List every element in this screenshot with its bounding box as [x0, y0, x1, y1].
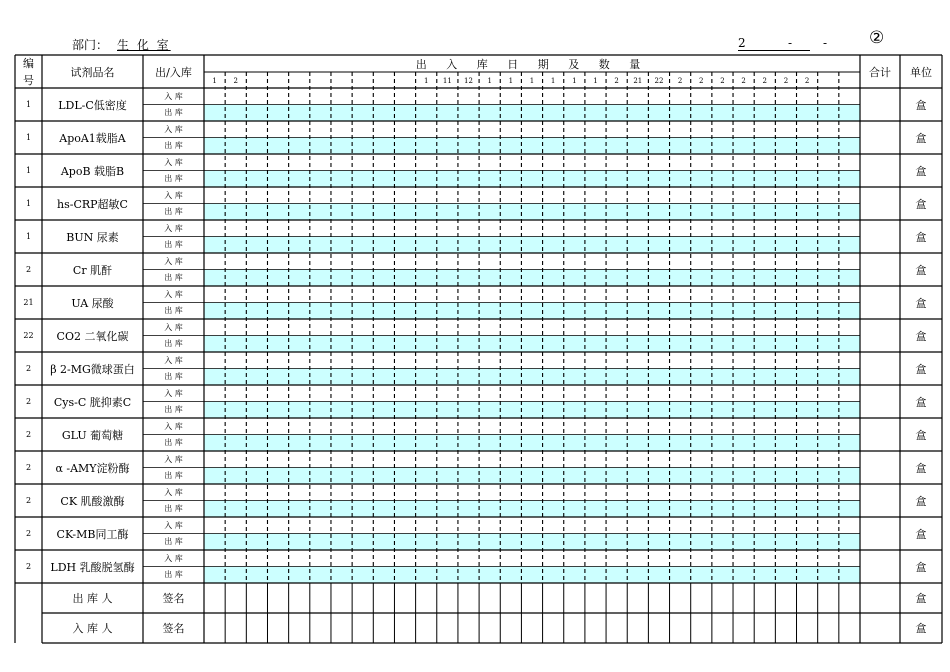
out-row-bg	[204, 534, 860, 551]
footer-sign: 签名	[162, 622, 185, 635]
unit-cell: 盒	[915, 98, 927, 112]
row-number: 1	[25, 100, 32, 109]
out-row-bg	[204, 336, 860, 353]
date-col-number	[289, 73, 310, 88]
date-col-number: 1	[572, 76, 577, 85]
row-number: 2	[25, 397, 32, 406]
unit-cell: 盒	[915, 428, 927, 442]
out-label: 出 库	[164, 438, 183, 448]
date-sep-1: -	[788, 36, 793, 50]
footer-name: 出 库 人	[72, 592, 113, 605]
footer-name: 入 库 人	[72, 622, 113, 635]
out-row-bg	[204, 567, 860, 584]
date-col-number: 11	[442, 76, 452, 85]
date-col-number	[267, 73, 288, 88]
unit-cell: 盒	[915, 263, 927, 277]
reagent-name: Cys-C 胱抑素C	[53, 395, 132, 409]
out-row-bg	[204, 237, 860, 254]
out-row-bg	[204, 171, 860, 188]
out-row-bg	[204, 270, 860, 287]
out-row-bg	[204, 138, 860, 155]
in-label: 入 库	[164, 91, 183, 101]
reagent-name: ApoA1载脂A	[59, 131, 126, 145]
col-total-header: 合计	[869, 65, 891, 79]
date-col-number	[394, 73, 415, 88]
out-label: 出 库	[164, 240, 183, 250]
out-row-bg	[204, 435, 860, 452]
out-label: 出 库	[164, 207, 183, 217]
col-no-header-top: 编	[23, 57, 34, 71]
reagent-name: α -AMY淀粉酶	[55, 461, 130, 475]
in-label: 入 库	[164, 190, 183, 200]
in-label: 入 库	[164, 388, 183, 398]
out-label: 出 库	[164, 108, 183, 118]
date-col-number	[839, 73, 860, 88]
date-col-number: 21	[633, 76, 643, 85]
out-row-bg	[204, 402, 860, 419]
out-label: 出 库	[164, 504, 183, 514]
date-col-number: 1	[593, 76, 598, 85]
row-number: 2	[25, 496, 32, 505]
date-col-number: 1	[212, 76, 217, 85]
out-label: 出 库	[164, 174, 183, 184]
footer-unit: 盒	[915, 622, 927, 635]
unit-cell: 盒	[915, 395, 927, 409]
unit-cell: 盒	[915, 362, 927, 376]
date-col-number: 2	[699, 76, 704, 85]
in-label: 入 库	[164, 322, 183, 332]
date-col-number: 12	[464, 76, 473, 85]
in-label: 入 库	[164, 124, 183, 134]
footer-sign: 签名	[162, 592, 185, 605]
reagent-name: hs-CRP超敏C	[57, 197, 128, 211]
unit-cell: 盒	[915, 164, 927, 178]
reagent-name: LDL-C低密度	[58, 98, 127, 112]
in-label: 入 库	[164, 520, 183, 530]
in-label: 入 库	[164, 454, 183, 464]
unit-cell: 盒	[915, 296, 927, 310]
row-number: 1	[25, 166, 32, 175]
reagent-name: CK-MB同工酶	[56, 527, 129, 541]
out-label: 出 库	[164, 471, 183, 481]
unit-cell: 盒	[915, 329, 927, 343]
out-label: 出 库	[164, 405, 183, 415]
row-number: 22	[23, 331, 34, 340]
out-row-bg	[204, 501, 860, 518]
in-label: 入 库	[164, 487, 183, 497]
col-unit-header: 单位	[910, 65, 932, 79]
department-label: 部门：	[72, 38, 109, 52]
row-number: 2	[25, 562, 32, 571]
row-number: 2	[25, 364, 32, 373]
row-number: 1	[25, 199, 32, 208]
unit-cell: 盒	[915, 230, 927, 244]
unit-cell: 盒	[915, 461, 927, 475]
date-col-number: 2	[804, 76, 810, 85]
reagent-name: LDH 乳酸脱氢酶	[50, 560, 135, 574]
date-year: 2	[738, 36, 810, 51]
date-col-number: 2	[233, 76, 238, 85]
date-col-number: 1	[550, 76, 556, 85]
in-label: 入 库	[164, 289, 183, 299]
row-number: 2	[25, 463, 32, 472]
out-label: 出 库	[164, 537, 183, 547]
col-no-header-bottom: 号	[23, 73, 34, 87]
col-name-header: 试剂品名	[70, 65, 115, 79]
in-label: 入 库	[164, 157, 183, 167]
out-row-bg	[204, 369, 860, 386]
date-col-number: 2	[741, 76, 746, 85]
out-label: 出 库	[164, 372, 183, 382]
date-sep-2: -	[823, 36, 828, 50]
date-col-number: 1	[487, 76, 492, 85]
reagent-name: GLU 葡萄糖	[61, 428, 124, 442]
out-row-bg	[204, 204, 860, 221]
row-number: 2	[25, 265, 32, 274]
in-label: 入 库	[164, 355, 183, 365]
date-col-number	[246, 73, 267, 88]
reagent-name: CK 肌酸激酶	[60, 494, 125, 508]
in-label: 入 库	[164, 256, 183, 266]
date-col-number: 2	[720, 76, 725, 85]
footer-unit: 盒	[915, 592, 927, 605]
out-row-bg	[204, 468, 860, 485]
col-inout-header: 出/入库	[155, 65, 192, 79]
row-number: 2	[25, 529, 32, 538]
row-number: 1	[25, 232, 32, 241]
out-label: 出 库	[164, 273, 183, 283]
date-col-number: 1	[508, 76, 514, 85]
date-col-number: 2	[762, 76, 767, 85]
unit-cell: 盒	[915, 494, 927, 508]
date-col-number: 22	[654, 76, 664, 85]
reagent-name: β 2-MG微球蛋白	[50, 362, 135, 376]
in-label: 入 库	[164, 553, 183, 563]
out-label: 出 库	[164, 306, 183, 316]
unit-cell: 盒	[915, 197, 927, 211]
date-col-number	[310, 73, 331, 88]
dates-title-header: 出 入 库 日 期 及 数 量	[415, 57, 649, 71]
in-label: 入 库	[164, 421, 183, 431]
unit-cell: 盒	[915, 131, 927, 145]
reagent-name: BUN 尿素	[66, 230, 119, 244]
out-row-bg	[204, 303, 860, 320]
date-col-number: 2	[677, 76, 683, 85]
unit-cell: 盒	[915, 527, 927, 541]
reagent-name: Cr 肌酐	[72, 263, 113, 277]
date-col-number: 1	[423, 76, 429, 85]
out-row-bg	[204, 105, 860, 122]
reagent-name: CO2 二氧化碳	[56, 329, 129, 343]
date-col-number: 2	[614, 76, 619, 85]
date-col-number	[373, 73, 394, 88]
row-number: 1	[25, 133, 32, 142]
out-label: 出 库	[164, 570, 183, 580]
reagent-name: ApoB 载脂B	[60, 164, 125, 178]
date-col-number	[331, 73, 352, 88]
unit-cell: 盒	[915, 560, 927, 574]
out-label: 出 库	[164, 339, 183, 349]
row-number: 2	[25, 430, 32, 439]
date-col-number	[818, 73, 839, 88]
sheet-number: ②	[869, 28, 885, 48]
date-col-number	[352, 73, 373, 88]
in-label: 入 库	[164, 223, 183, 233]
date-col-number: 2	[783, 76, 789, 85]
reagent-name: UA 尿酸	[71, 296, 114, 310]
department-value: 生 化 室	[117, 38, 171, 52]
row-number: 21	[23, 298, 34, 307]
date-col-number: 1	[529, 76, 535, 85]
out-label: 出 库	[164, 141, 183, 151]
